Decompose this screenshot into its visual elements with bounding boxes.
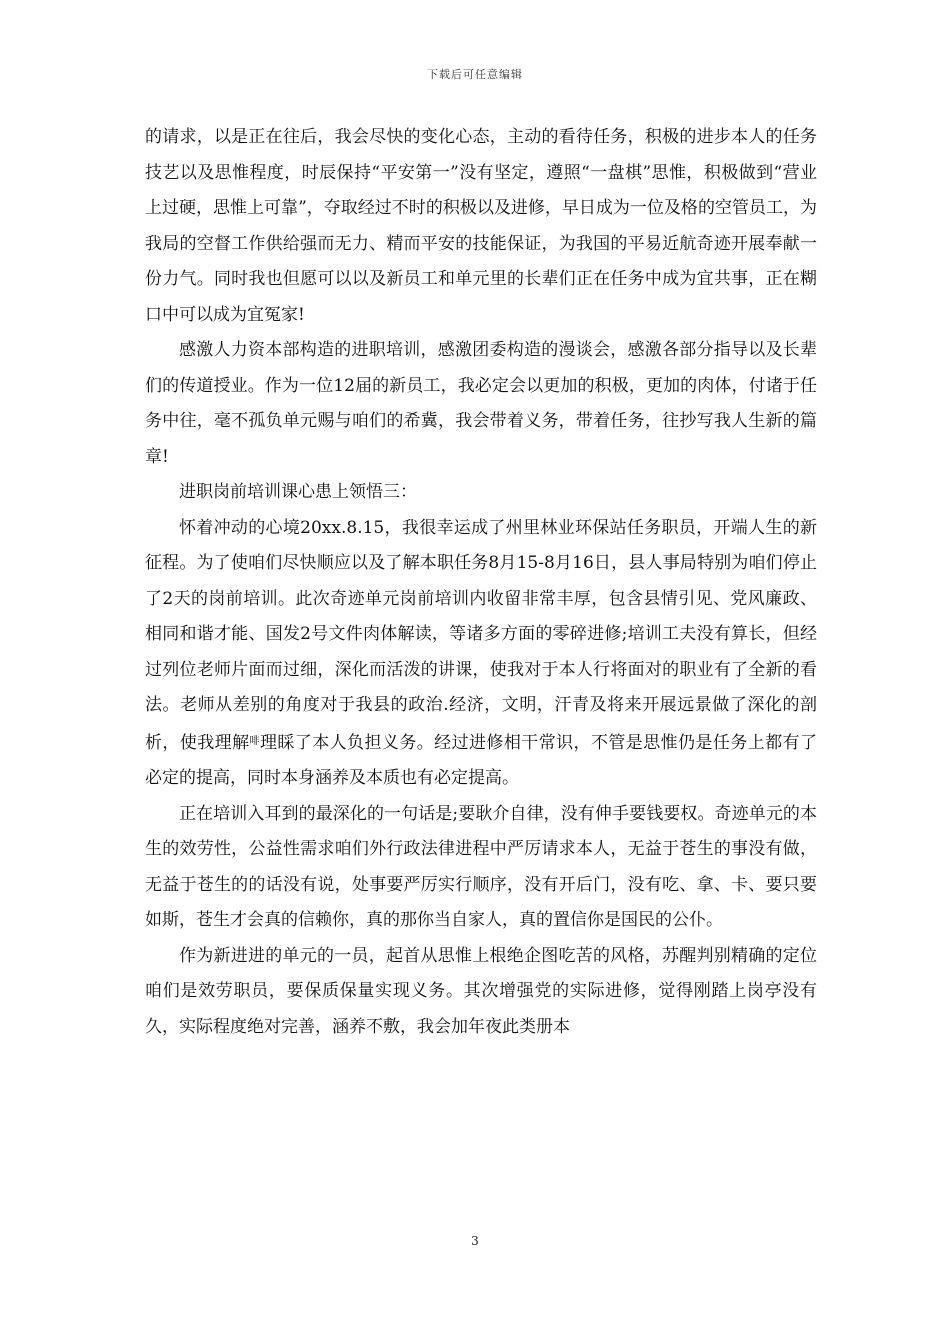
paragraph-integrity: 正在培训入耳到的最深化的一句话是;要耿介自律，没有伸手要钱要权。奇迹单元的本生的效劳性，公益性需求咱们外行政法律进程中严厉请求本人，无益于苍生的事没有做，无益于苍生的的话没有说，处事要严厉实行顺序，没有开后门，没有吃、拿、卡、要只要如斯，苍生才会真的信赖你，真的那你当自家人，真的置信你是国民的公仆。 [145,803,817,930]
paragraph-role: 作为新进进的单元的一员，起首从思惟上根绝企图吃苦的风格，苏醒判别精确的定位咱们是效劳职员，要保质保量实现义务。其次增强党的实际进修，觉得刚踏上岗亭没有久，实际程度绝对完善，涵养不敷，我会加年夜此类册本 [145,945,817,1037]
paragraph-training-part2: 理睬了本人负担义务。经过进修相干常识，不管是思惟仍是任务上都有了必定的提高，同时本身涵养及本质也有必定提高。 [145,732,818,788]
paragraph-training-part1: 怀着冲动的心境20xx.8.15，我很幸运成了州里林业环保站任务职员，开端人生的新征程。为了使咱们尽快顺应以及了解本职任务8月15-8月16日，县人事局特别为咱们停止了2天的岗前培训。此次奇迹单元岗前培训内收留非常丰厚，包含县情引见、党风廉政、相同和谐才能、国发2号文件肉体解读，等诸多方面的零碎进修;培训工夫没有算长，但经过列位老师片面而过细，深化而活泼的讲课，使我对于本人行将面对的职业有了全新的看法。老师从差别的角度对于我县的政治.经济，文明，汗青及将来开展远景做了深化的剖析，使我理解 [145,517,817,753]
page-number: 3 [471,1234,479,1248]
paragraph-continuation: 的请求，以是正在往后，我会尽快的变化心态，主动的看待任务，积极的进步本人的任务技艺以及思惟程度，时辰保持“平安第一”没有坚定，遵照“一盘棋”思惟，积极做到“营业上过硬，思惟上可靠”，夺取经过不时的积极以及进修，早日成为一位及格的空管员工，为我局的空督工作供给强而无力、精而平安的技能保证，为我国的平易近航奇迹开展奉献一份力气。同时我也但愿可以以及新员工和单元里的长辈们正在任务中成为宜共事，正在糊口中可以成为宜冤家! [145,127,817,325]
paragraph-thanks: 感激人力资本部构造的进职培训，感激团委构造的漫谈会，感激各部分指导以及长辈们的传道授业。作为一位12届的新员工，我必定会以更加的积极，更加的肉体，付诸于任务中往，毫不孤负单元赐与咱们的希冀，我会带着义务，带着任务，往抄写我人生新的篇章! [145,340,817,467]
inline-small-glyph: 啡 [249,735,260,747]
section-heading: 进职岗前培训课心患上领悟三： [179,482,417,502]
paragraph-training [145,511,817,797]
document-body [145,120,817,1045]
page-header: 下载后可任意编辑 [427,68,523,81]
